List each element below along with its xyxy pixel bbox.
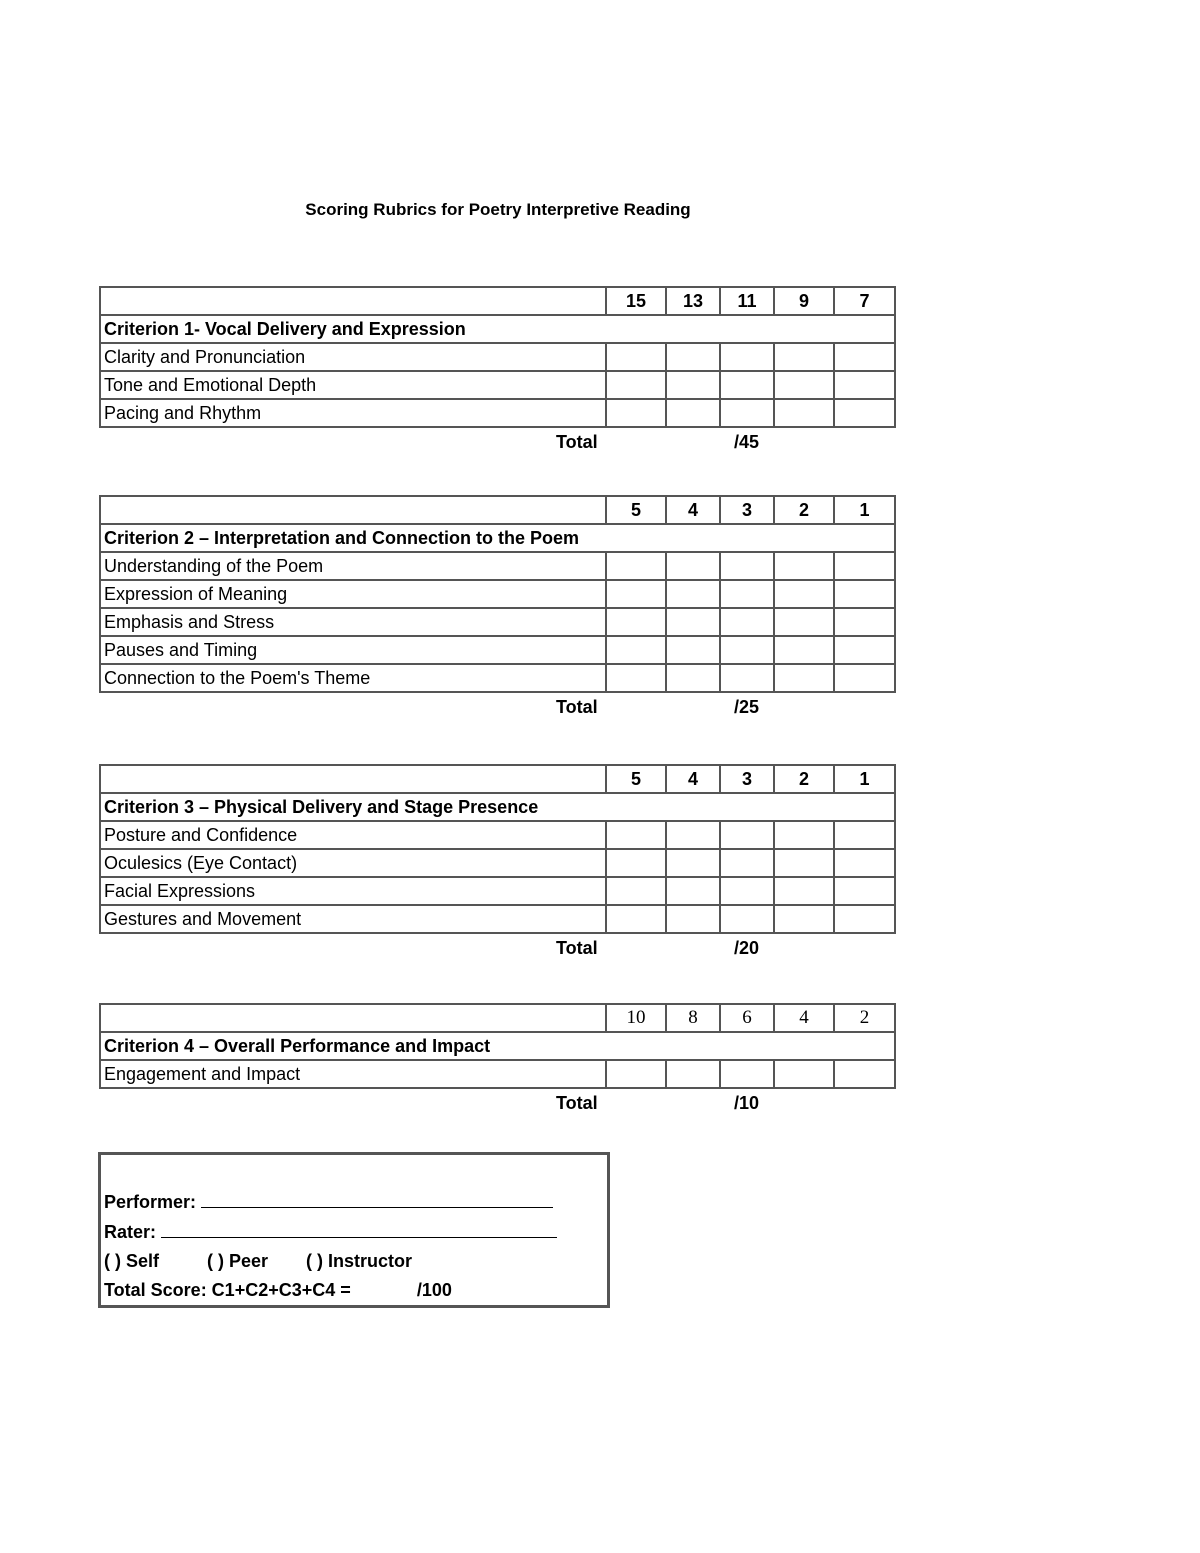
score-cell[interactable] [606, 905, 666, 933]
score-cell[interactable] [834, 821, 895, 849]
score-cell[interactable] [774, 821, 834, 849]
score-cell[interactable] [834, 343, 895, 371]
score-cell[interactable] [720, 821, 774, 849]
total-max: /20 [734, 938, 760, 958]
total-max: /10 [734, 1093, 760, 1113]
score-cell[interactable] [720, 664, 774, 692]
score-header: 2 [774, 496, 834, 524]
score-cell[interactable] [720, 636, 774, 664]
summary-box [98, 1152, 610, 1308]
table-row [100, 552, 895, 580]
criterion-total-row [99, 1089, 894, 1119]
header-blank-cell [100, 496, 606, 524]
score-cell[interactable] [666, 371, 720, 399]
score-cell[interactable] [834, 849, 895, 877]
item-label: Posture and Confidence [100, 821, 606, 849]
header-blank-cell [100, 287, 606, 315]
score-cell[interactable] [834, 371, 895, 399]
score-cell[interactable] [834, 877, 895, 905]
score-cell[interactable] [606, 849, 666, 877]
criterion-2-rubric [99, 495, 894, 723]
criterion-1-rubric [99, 286, 894, 458]
score-header: 13 [666, 287, 720, 315]
score-cell[interactable] [606, 877, 666, 905]
score-cell[interactable] [606, 552, 666, 580]
total-label: Total [556, 432, 598, 452]
item-label: Connection to the Poem's Theme [100, 664, 606, 692]
score-header: 8 [666, 1004, 720, 1032]
header-blank-cell [100, 765, 606, 793]
score-cell[interactable] [666, 821, 720, 849]
table-row [100, 1060, 895, 1088]
criterion-1-table [99, 286, 896, 428]
criterion-title: Criterion 1- Vocal Delivery and Expression [100, 315, 895, 343]
score-header: 10 [606, 1004, 666, 1032]
score-cell[interactable] [606, 371, 666, 399]
score-cell[interactable] [606, 664, 666, 692]
score-cell[interactable] [606, 608, 666, 636]
criterion-title: Criterion 2 – Interpretation and Connection to the Poem [100, 524, 895, 552]
score-cell[interactable] [834, 552, 895, 580]
table-row [100, 905, 895, 933]
score-cell[interactable] [606, 580, 666, 608]
total-label: Total [556, 697, 598, 717]
header-blank-cell [100, 1004, 606, 1032]
table-row [100, 636, 895, 664]
score-header: 7 [834, 287, 895, 315]
page-title: Scoring Rubrics for Poetry Interpretive Reading [305, 200, 691, 219]
rater-line [104, 1221, 557, 1243]
score-cell[interactable] [720, 905, 774, 933]
total-label: Total [556, 1093, 598, 1113]
criterion-2-table [99, 495, 896, 693]
instructor-option[interactable]: ( ) Instructor [306, 1251, 413, 1271]
peer-option[interactable]: ( ) Peer [207, 1251, 269, 1271]
score-header-row [100, 496, 895, 524]
score-header: 3 [720, 765, 774, 793]
score-cell[interactable] [666, 905, 720, 933]
item-label: Facial Expressions [100, 877, 606, 905]
criterion-title-row [100, 1032, 895, 1060]
rater-field[interactable] [161, 1221, 557, 1238]
table-row [100, 877, 895, 905]
total-max: /45 [734, 432, 760, 452]
score-cell[interactable] [834, 636, 895, 664]
score-cell[interactable] [774, 580, 834, 608]
score-cell[interactable] [606, 1060, 666, 1088]
criterion-title-row [100, 315, 895, 343]
total-score-max: /100 [416, 1280, 452, 1300]
score-cell[interactable] [774, 552, 834, 580]
item-label: Oculesics (Eye Contact) [100, 849, 606, 877]
score-cell[interactable] [834, 905, 895, 933]
criterion-4-table [99, 1003, 896, 1089]
criterion-total-row [99, 693, 894, 723]
score-cell[interactable] [720, 580, 774, 608]
score-header-row [100, 1004, 895, 1032]
criterion-title: Criterion 3 – Physical Delivery and Stage Presence [100, 793, 895, 821]
criterion-total-row [99, 428, 894, 458]
score-cell[interactable] [774, 849, 834, 877]
score-header: 5 [606, 765, 666, 793]
score-header: 5 [606, 496, 666, 524]
score-cell[interactable] [720, 1060, 774, 1088]
score-header-row [100, 765, 895, 793]
criterion-total-row [99, 934, 894, 964]
score-cell[interactable] [666, 399, 720, 427]
table-row [100, 343, 895, 371]
item-label: Pacing and Rhythm [100, 399, 606, 427]
self-option[interactable]: ( ) Self [104, 1251, 160, 1271]
score-cell[interactable] [666, 552, 720, 580]
score-header: 9 [774, 287, 834, 315]
score-cell[interactable] [774, 343, 834, 371]
score-cell[interactable] [720, 343, 774, 371]
item-label: Engagement and Impact [100, 1060, 606, 1088]
score-cell[interactable] [666, 343, 720, 371]
total-score-line [104, 1280, 452, 1301]
performer-field[interactable] [201, 1191, 553, 1208]
score-header: 2 [834, 1004, 895, 1032]
score-cell[interactable] [774, 905, 834, 933]
score-header: 6 [720, 1004, 774, 1032]
table-row [100, 580, 895, 608]
table-row [100, 821, 895, 849]
total-score-label: Total Score: C1+C2+C3+C4 = [104, 1280, 351, 1300]
score-cell[interactable] [666, 877, 720, 905]
item-label: Tone and Emotional Depth [100, 371, 606, 399]
score-cell[interactable] [720, 877, 774, 905]
criterion-4-rubric [99, 1003, 894, 1119]
score-cell[interactable] [606, 343, 666, 371]
score-header: 4 [774, 1004, 834, 1032]
score-cell[interactable] [720, 399, 774, 427]
rater-role-line [104, 1251, 412, 1272]
item-label: Gestures and Movement [100, 905, 606, 933]
score-cell[interactable] [720, 849, 774, 877]
score-cell[interactable] [606, 636, 666, 664]
criterion-3-rubric [99, 764, 894, 964]
score-header: 4 [666, 496, 720, 524]
rater-label: Rater: [104, 1222, 157, 1242]
score-cell[interactable] [774, 399, 834, 427]
item-label: Pauses and Timing [100, 636, 606, 664]
score-cell[interactable] [834, 664, 895, 692]
score-cell[interactable] [834, 1060, 895, 1088]
criterion-title-row [100, 793, 895, 821]
criterion-title-row [100, 524, 895, 552]
score-cell[interactable] [834, 399, 895, 427]
score-header: 2 [774, 765, 834, 793]
table-row [100, 608, 895, 636]
score-cell[interactable] [666, 608, 720, 636]
score-header-row [100, 287, 895, 315]
score-header: 11 [720, 287, 774, 315]
score-cell[interactable] [666, 849, 720, 877]
total-label: Total [556, 938, 598, 958]
item-label: Emphasis and Stress [100, 608, 606, 636]
score-cell[interactable] [774, 664, 834, 692]
item-label: Expression of Meaning [100, 580, 606, 608]
score-cell[interactable] [666, 580, 720, 608]
score-cell[interactable] [720, 552, 774, 580]
score-header: 3 [720, 496, 774, 524]
score-cell[interactable] [774, 608, 834, 636]
score-cell[interactable] [606, 821, 666, 849]
score-cell[interactable] [720, 371, 774, 399]
performer-label: Performer: [104, 1192, 197, 1212]
score-header: 1 [834, 496, 895, 524]
score-cell[interactable] [666, 636, 720, 664]
criterion-title: Criterion 4 – Overall Performance and Impact [100, 1032, 895, 1060]
table-row [100, 371, 895, 399]
total-max: /25 [734, 697, 760, 717]
score-cell[interactable] [666, 664, 720, 692]
score-cell[interactable] [774, 1060, 834, 1088]
item-label: Clarity and Pronunciation [100, 343, 606, 371]
score-cell[interactable] [774, 636, 834, 664]
item-label: Understanding of the Poem [100, 552, 606, 580]
score-header: 1 [834, 765, 895, 793]
score-cell[interactable] [666, 1060, 720, 1088]
score-cell[interactable] [774, 877, 834, 905]
score-cell[interactable] [834, 608, 895, 636]
score-cell[interactable] [834, 580, 895, 608]
score-cell[interactable] [606, 399, 666, 427]
table-row [100, 849, 895, 877]
score-header: 15 [606, 287, 666, 315]
table-row [100, 664, 895, 692]
score-cell[interactable] [720, 608, 774, 636]
score-cell[interactable] [774, 371, 834, 399]
score-header: 4 [666, 765, 720, 793]
table-row [100, 399, 895, 427]
criterion-3-table [99, 764, 896, 934]
performer-line [104, 1191, 553, 1213]
